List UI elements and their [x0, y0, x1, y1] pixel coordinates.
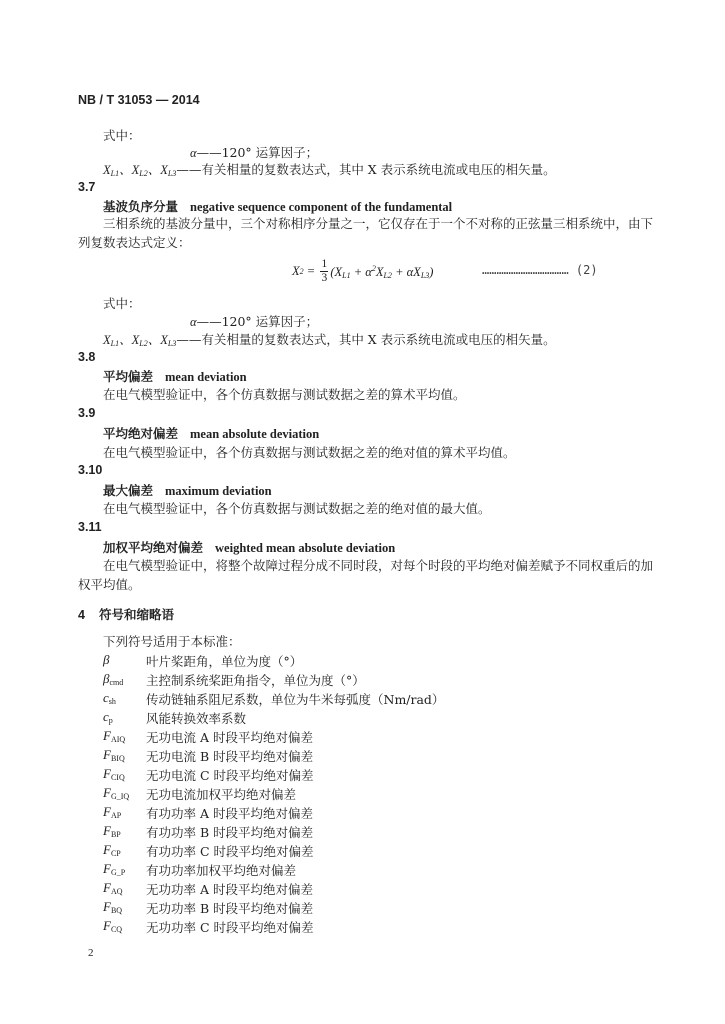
- symbol-description: 无功电流 A 时段平均绝对偏差: [146, 730, 313, 745]
- symbol-description: 无功功率 B 时段平均绝对偏差: [146, 901, 314, 916]
- formula-2: X 2 = $\frac{1}{3}$ $(X_{L1} + \alpha^2X_{L2} + \alpha X_{L3})$: [292, 258, 434, 284]
- x-desc-2: ——有关相量的复数表达式，其中 X 表示系统电流或电压的相矢量。: [176, 332, 556, 347]
- symbol-description: 无功电流加权平均绝对偏差: [146, 787, 297, 802]
- symbol-description: 有功功率 A 时段平均绝对偏差: [146, 806, 313, 821]
- symbol-term: $F_{CIQ}$: [103, 766, 125, 782]
- definition-3-9: 在电气模型验证中，各个仿真数据与测试数据之差的绝对值的算术平均值。: [103, 445, 516, 460]
- term-3-7: [103, 197, 452, 215]
- symbol-term: $c_{sh}$: [103, 690, 116, 706]
- page-number: 2: [88, 947, 94, 959]
- x-desc-1: ——有关相量的复数表达式，其中 X 表示系统电流或电压的相矢量。: [176, 162, 556, 177]
- section-number-3-7: 3.7: [78, 180, 96, 194]
- symbol-term: β: [103, 652, 110, 667]
- alpha-desc-1: ——120° 运算因子；: [196, 145, 319, 160]
- term-3-10: 最大偏差 maximum deviation: [103, 483, 272, 498]
- definition-3-10: 在电气模型验证中，各个仿真数据与测试数据之差的绝对值的最大值。: [103, 501, 491, 516]
- fraction-one-third: $\frac{1}{3}$: [321, 258, 328, 284]
- definition-3-7: 三相系统的基波分量中，三个对称相序分量之一，它仅存在于一个不对称的正弦量三相系统中，由下列复数表达式定义：: [78, 216, 654, 250]
- equation-number-2: ……………………………… (2): [482, 263, 598, 277]
- definition-3-8: 在电气模型验证中，各个仿真数据与测试数据之差的算术平均值。: [103, 387, 466, 402]
- alpha-symbol: α: [190, 146, 197, 160]
- where-label-2: 式中：: [103, 296, 141, 311]
- symbol-term: $F_{BP}$: [103, 823, 121, 839]
- section-number-3-9: 3.9: [78, 406, 96, 420]
- symbol-description: 叶片桨距角，单位为度（°）: [146, 654, 303, 669]
- standard-header: NB / T 31053 — 2014: [78, 93, 200, 107]
- symbol-term: $F_{AIQ}$: [103, 728, 126, 744]
- symbol-description: 主控制系统桨距角指令，单位为度（°）: [146, 673, 365, 688]
- symbol-term: $F_{G\_IQ}$: [103, 785, 130, 801]
- symbol-description: 有功功率 C 时段平均绝对偏差: [146, 844, 314, 859]
- symbol-term: $c_p$: [103, 709, 113, 725]
- term-3-11: 加权平均绝对偏差 weighted mean absolute deviation: [103, 540, 396, 555]
- symbol-description: 无功电流 C 时段平均绝对偏差: [146, 768, 314, 783]
- symbol-description: 风能转换效率系数: [146, 711, 247, 726]
- symbol-term: $F_{G\_P}$: [103, 861, 126, 877]
- symbol-description: 传动链轴系阻尼系数，单位为牛米每弧度（Nm/rad）: [146, 692, 445, 707]
- term-zh-3-7: 基波负序分量: [103, 199, 179, 214]
- where-label-1: 式中：: [103, 128, 141, 143]
- term-3-8: 平均偏差 mean deviation: [103, 369, 247, 384]
- symbol-description: 有功功率 B 时段平均绝对偏差: [146, 825, 314, 840]
- symbol-term: $F_{CP}$: [103, 842, 121, 858]
- section-number-3-10: 3.10: [78, 463, 103, 477]
- definition-3-11: 在电气模型验证中，将整个故障过程分成不同时段，对每个时段的平均绝对偏差赋予不同权重后的加权平均值。: [78, 558, 654, 592]
- alpha-definition-1: [190, 143, 318, 161]
- symbol-term: $F_{AP}$: [103, 804, 122, 820]
- symbol-term: $F_{AQ}$: [103, 880, 123, 896]
- symbols-intro: 下列符号适用于本标准：: [103, 634, 241, 649]
- alpha-definition-2: α——120° 运算因子；: [190, 314, 319, 329]
- symbol-description: 无功功率 C 时段平均绝对偏差: [146, 920, 314, 935]
- symbol-description: 无功电流 B 时段平均绝对偏差: [146, 749, 314, 764]
- x-definition-2: $X_{L1}$、$X_{L2}$、$X_{L3}——$有关相量的复数表达式，其中 X 表示系统电流或电压的相矢量。: [103, 332, 556, 348]
- symbol-term: $\beta_{cmd}$: [103, 671, 124, 687]
- symbol-description: 有功功率加权平均绝对偏差: [146, 863, 297, 878]
- symbol-term: $F_{CQ}$: [103, 918, 123, 934]
- section-4-heading: 4 符号和缩略语: [78, 607, 174, 622]
- x-definition-1: $X_{L1}$、$X_{L2}$、$X_{L3}——$有关相量的复数表达式，其中 X 表示系统电流或电压的相矢量。: [103, 162, 556, 178]
- symbol-term: $F_{BIQ}$: [103, 747, 125, 763]
- symbol-term: $F_{BQ}$: [103, 899, 123, 915]
- symbol-description: 无功功率 A 时段平均绝对偏差: [146, 882, 313, 897]
- alpha-desc-2: ——120° 运算因子；: [196, 314, 319, 329]
- section-number-3-11: 3.11: [78, 520, 102, 534]
- term-3-9: 平均绝对偏差 mean absolute deviation: [103, 426, 320, 441]
- section-number-3-8: 3.8: [78, 350, 96, 364]
- term-en-3-7: negative sequence component of the fundamental: [190, 200, 453, 214]
